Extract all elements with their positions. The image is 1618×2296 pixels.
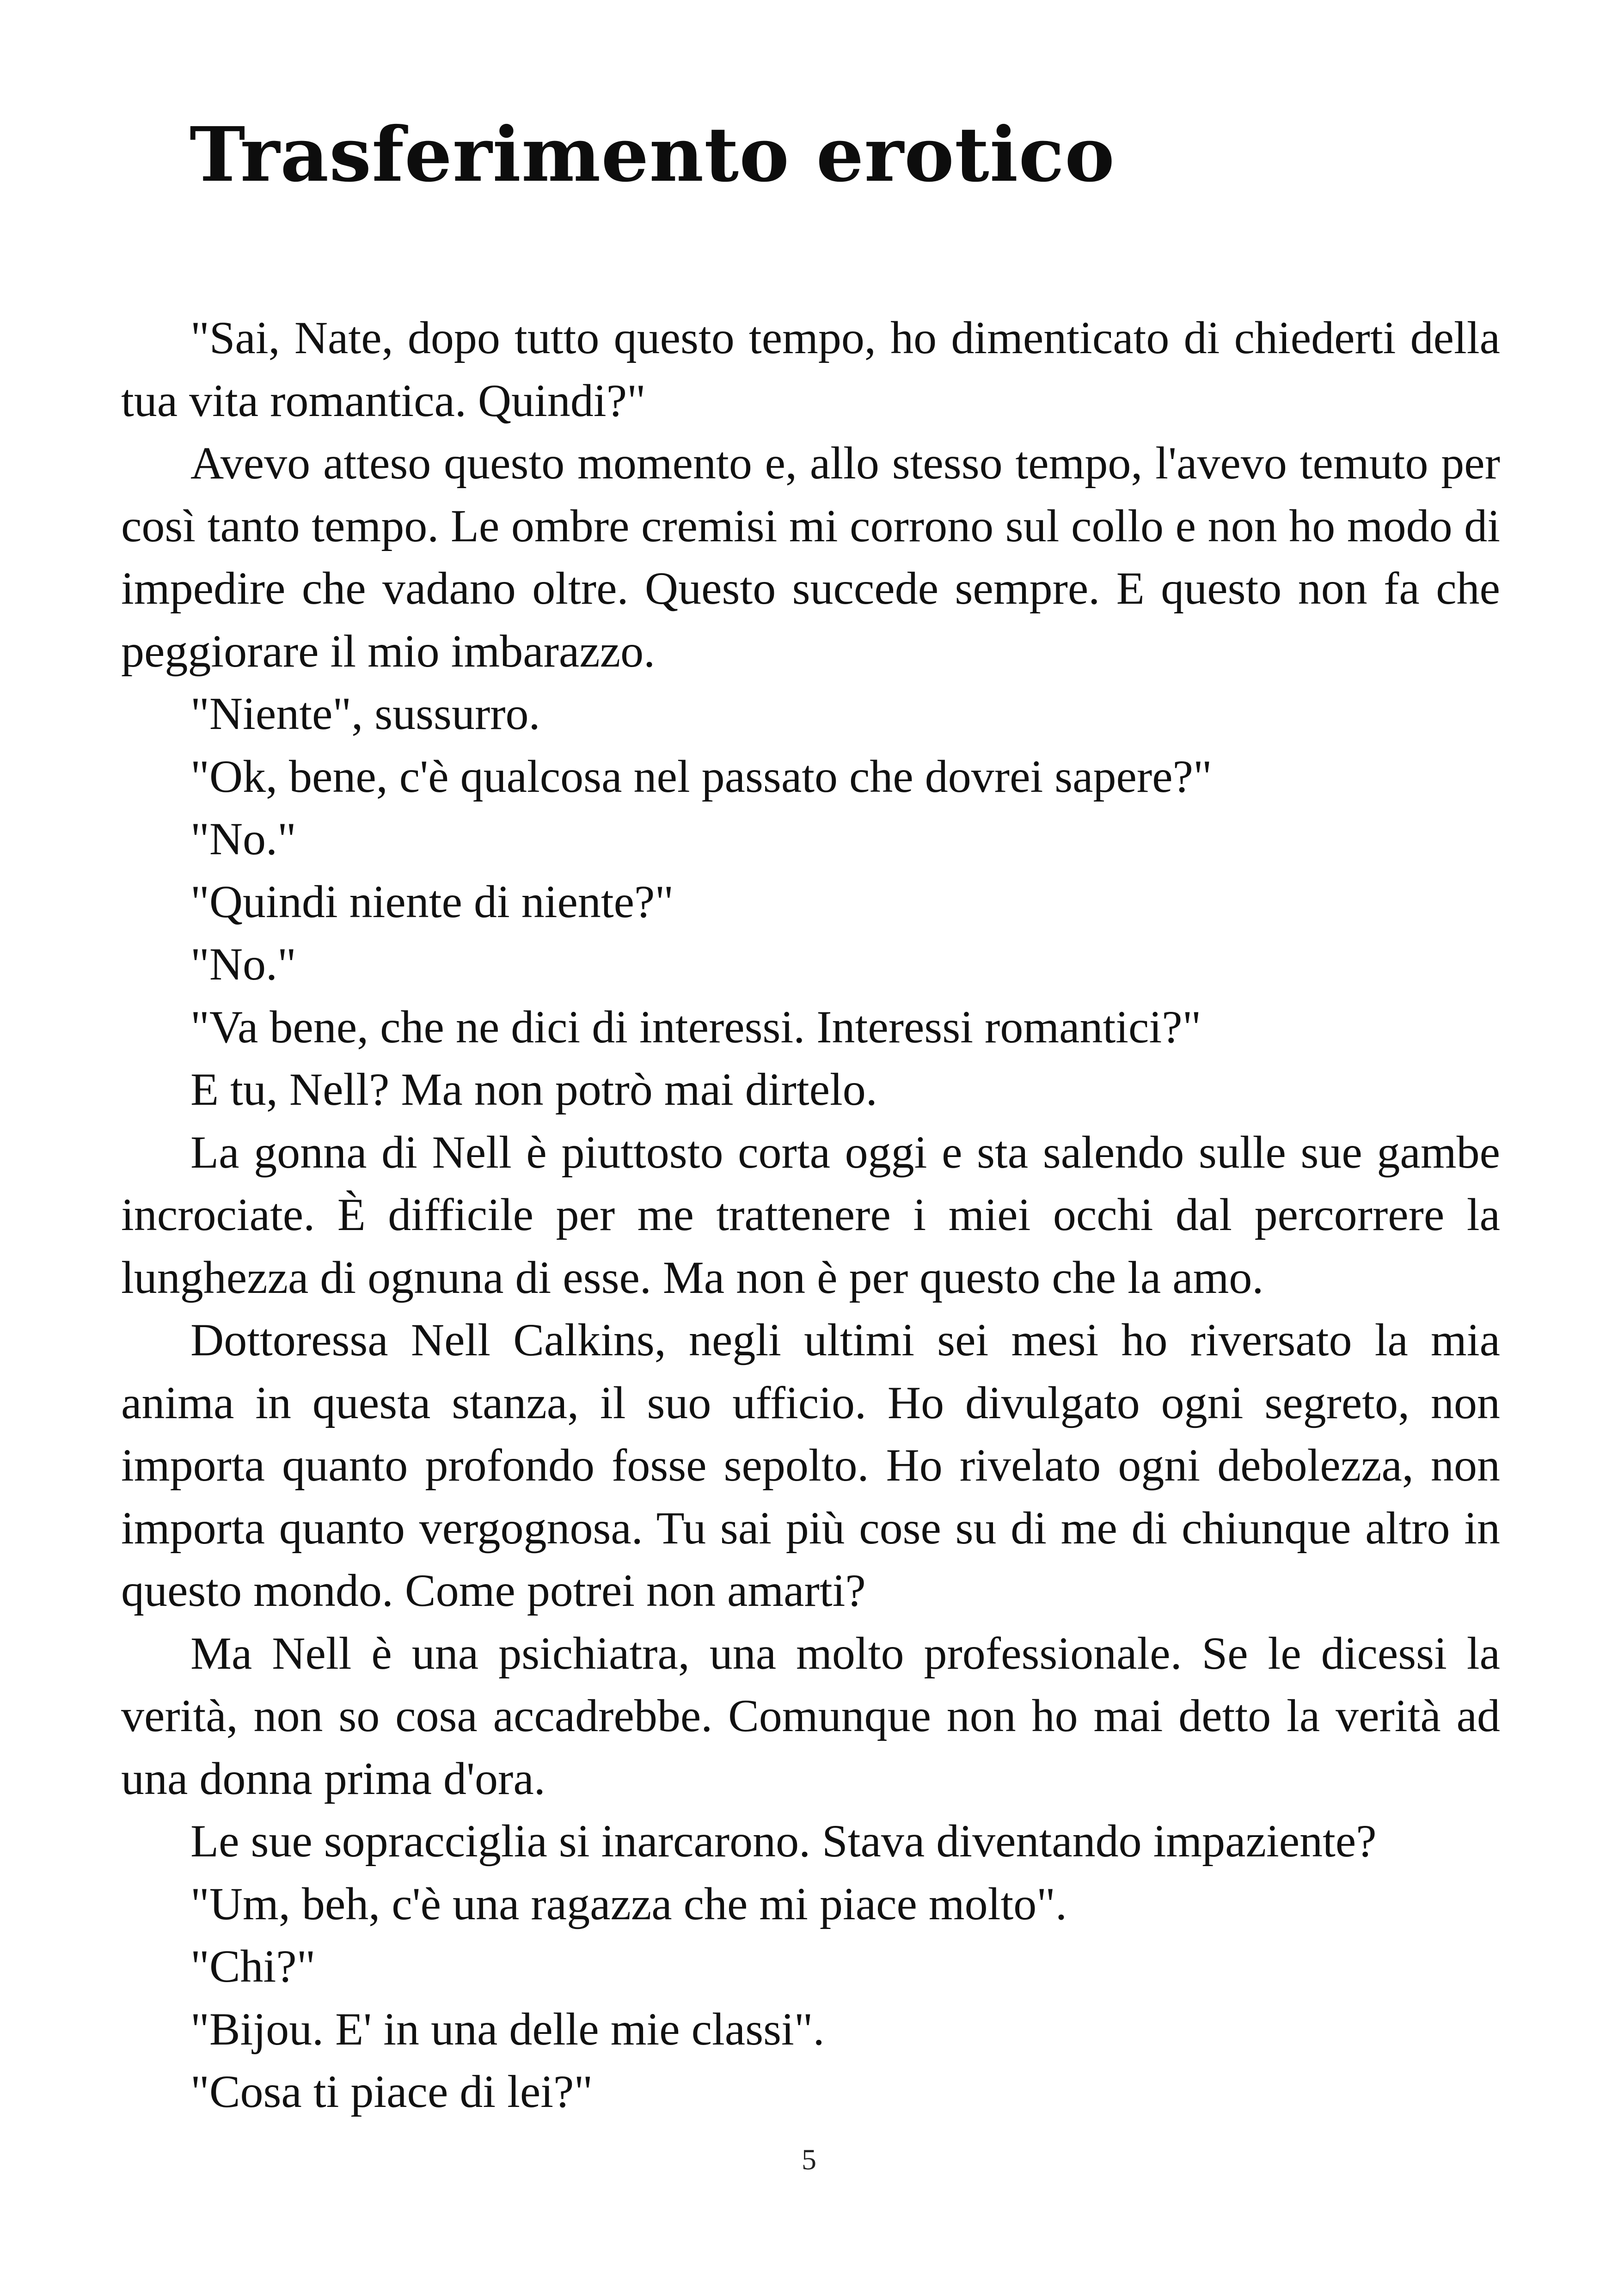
paragraph: Dottoressa Nell Calkins, negli ultimi sei mesi ho riversato la mia anima in questa stanza, il suo ufficio. Ho divulgato ogni segreto, non importa quanto profondo fosse sepolto. Ho rivelato ogni debolezza, non importa quanto vergognosa. Tu sai più cose su di me di chiunque altro in questo mondo. Come potrei non amarti? bbox=[121, 1314, 1500, 1616]
paragraph: "No." bbox=[190, 813, 296, 864]
paragraph: "No." bbox=[190, 938, 296, 990]
paragraph: "Um, beh, c'è una ragazza che mi piace molto". bbox=[190, 1878, 1067, 1929]
paragraph: "Ok, bene, c'è qualcosa nel passato che dovrei sapere?" bbox=[190, 750, 1212, 802]
page-number: 5 bbox=[802, 2143, 816, 2176]
paragraph: E tu, Nell? Ma non potrò mai dirtelo. bbox=[190, 1064, 877, 1115]
body-text bbox=[121, 306, 1500, 2123]
paragraph: "Va bene, che ne dici di interessi. Interessi romantici?" bbox=[190, 1001, 1201, 1053]
paragraph: La gonna di Nell è piuttosto corta oggi e sta salendo sulle sue gambe incrociate. È difficile per me trattenere i miei occhi dal percorrere la lunghezza di ognuna di esse. Ma non è per questo che la amo. bbox=[121, 1126, 1500, 1303]
paragraph: "Chi?" bbox=[190, 1941, 316, 1992]
paragraph: "Bijou. E' in una delle mie classi". bbox=[190, 2003, 825, 2055]
paragraph: "Quindi niente di niente?" bbox=[190, 876, 674, 927]
paragraph: "Sai, Nate, dopo tutto questo tempo, ho dimenticato di chiederti della tua vita romantica. Quindi?" bbox=[121, 312, 1500, 426]
paragraph: "Niente", sussurro. bbox=[190, 688, 540, 739]
paragraph: "Cosa ti piace di lei?" bbox=[190, 2066, 593, 2117]
chapter-title: Trasferimento erotico bbox=[190, 111, 1115, 199]
paragraph: Ma Nell è una psichiatra, una molto professionale. Se le dicessi la verità, non so cosa accadrebbe. Comunque non ho mai detto la verità ad una donna prima d'ora. bbox=[121, 1627, 1500, 1804]
paragraph: Le sue sopracciglia si inarcarono. Stava diventando impaziente? bbox=[190, 1815, 1377, 1867]
paragraph: Avevo atteso questo momento e, allo stesso tempo, l'avevo temuto per così tanto tempo. Le ombre cremisi mi corrono sul collo e non ho modo di impedire che vadano oltre. Questo succede sempre. E questo non fa che peggiorare il mio imbarazzo. bbox=[121, 437, 1500, 677]
